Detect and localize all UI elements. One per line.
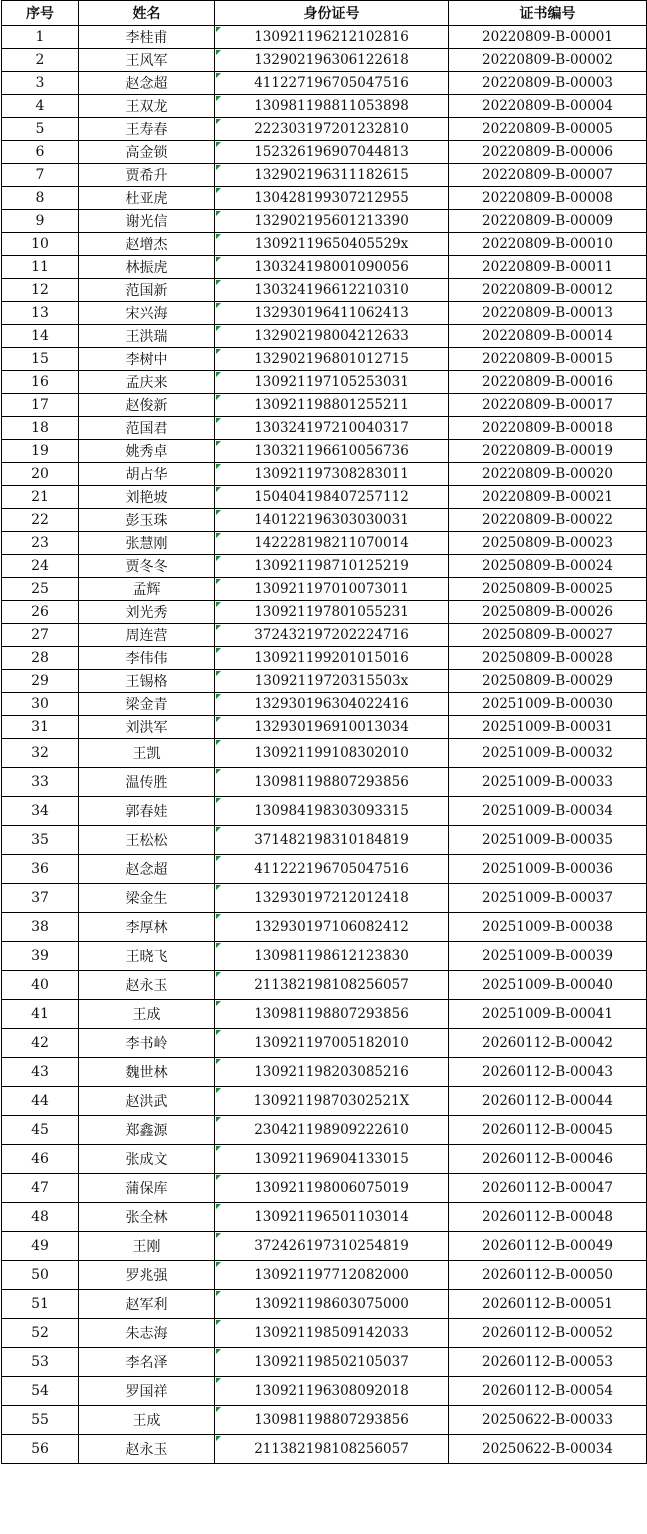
cell-id-number: 130921198509142033	[215, 1319, 449, 1348]
cell-certificate-number: 20251009-B-00036	[449, 855, 647, 884]
cell-certificate-number: 20220809-B-00006	[449, 141, 647, 164]
cell-certificate-number: 20220809-B-00004	[449, 95, 647, 118]
cell-id-number: 130981198811053898	[215, 95, 449, 118]
cell-index: 42	[2, 1029, 79, 1058]
cell-id-number: 130921197801055231	[215, 601, 449, 624]
cell-name: 赵永玉	[79, 971, 215, 1000]
cell-name: 李伟伟	[79, 647, 215, 670]
cell-index: 3	[2, 72, 79, 95]
table-row	[2, 164, 647, 187]
header-row	[2, 1, 647, 26]
cell-id-number: 130921198006075019	[215, 1174, 449, 1203]
table-row	[2, 417, 647, 440]
cell-id-number: 13092119870302521X	[215, 1087, 449, 1116]
cell-index: 17	[2, 394, 79, 417]
cell-certificate-number: 20260112-B-00047	[449, 1174, 647, 1203]
table-row	[2, 693, 647, 716]
cell-id-number: 230421198909222610	[215, 1116, 449, 1145]
cell-id-number: 132930196411062413	[215, 302, 449, 325]
table-row	[2, 826, 647, 855]
cell-id-number: 130981198807293856	[215, 1000, 449, 1029]
cell-certificate-number: 20220809-B-00003	[449, 72, 647, 95]
cell-name: 高金锁	[79, 141, 215, 164]
cell-index: 8	[2, 187, 79, 210]
cell-certificate-number: 20260112-B-00054	[449, 1377, 647, 1406]
table-row	[2, 555, 647, 578]
table-row	[2, 1145, 647, 1174]
cell-id-number: 211382198108256057	[215, 1435, 449, 1464]
cell-name: 罗国祥	[79, 1377, 215, 1406]
cell-certificate-number: 20220809-B-00013	[449, 302, 647, 325]
cell-name: 王成	[79, 1406, 215, 1435]
table-row	[2, 95, 647, 118]
cell-id-number: 130984198303093315	[215, 797, 449, 826]
cell-id-number: 132930196910013034	[215, 716, 449, 739]
cell-certificate-number: 20260112-B-00053	[449, 1348, 647, 1377]
cell-id-number: 130921198801255211	[215, 394, 449, 417]
cell-index: 51	[2, 1290, 79, 1319]
cell-id-number: 132930196304022416	[215, 693, 449, 716]
cell-name: 谢光信	[79, 210, 215, 233]
table-row	[2, 440, 647, 463]
cell-name: 赵念超	[79, 855, 215, 884]
table-row	[2, 141, 647, 164]
cell-certificate-number: 20260112-B-00049	[449, 1232, 647, 1261]
cell-index: 43	[2, 1058, 79, 1087]
cell-id-number: 142228198211070014	[215, 532, 449, 555]
cell-certificate-number: 20250809-B-00024	[449, 555, 647, 578]
table-body	[2, 26, 647, 1464]
cell-name: 宋兴海	[79, 302, 215, 325]
cell-id-number: 130324196612210310	[215, 279, 449, 302]
table-row	[2, 118, 647, 141]
cell-name: 贾希升	[79, 164, 215, 187]
cell-index: 29	[2, 670, 79, 693]
table-row	[2, 855, 647, 884]
cell-name: 张全林	[79, 1203, 215, 1232]
cell-certificate-number: 20220809-B-00005	[449, 118, 647, 141]
cell-index: 15	[2, 348, 79, 371]
cell-index: 18	[2, 417, 79, 440]
cell-name: 王晓飞	[79, 942, 215, 971]
cell-name: 李树中	[79, 348, 215, 371]
cell-index: 31	[2, 716, 79, 739]
table-row	[2, 1435, 647, 1464]
cell-certificate-number: 20220809-B-00007	[449, 164, 647, 187]
cell-name: 李厚林	[79, 913, 215, 942]
cell-index: 32	[2, 739, 79, 768]
cell-id-number: 130921198603075000	[215, 1290, 449, 1319]
cell-id-number: 130981198612123830	[215, 942, 449, 971]
table-row	[2, 1232, 647, 1261]
cell-id-number: 130921199108302010	[215, 739, 449, 768]
cell-name: 罗兆强	[79, 1261, 215, 1290]
cell-index: 20	[2, 463, 79, 486]
table-row	[2, 49, 647, 72]
cell-index: 39	[2, 942, 79, 971]
cell-index: 2	[2, 49, 79, 72]
table-row	[2, 601, 647, 624]
table-row	[2, 1261, 647, 1290]
cell-name: 赵增杰	[79, 233, 215, 256]
cell-id-number: 130921197712082000	[215, 1261, 449, 1290]
cell-index: 53	[2, 1348, 79, 1377]
table-row	[2, 624, 647, 647]
cell-id-number: 411222196705047516	[215, 855, 449, 884]
cell-index: 30	[2, 693, 79, 716]
table-row	[2, 1087, 647, 1116]
cell-index: 40	[2, 971, 79, 1000]
cell-certificate-number: 20251009-B-00030	[449, 693, 647, 716]
cell-index: 26	[2, 601, 79, 624]
table-row	[2, 233, 647, 256]
table-row	[2, 279, 647, 302]
cell-name: 梁金青	[79, 693, 215, 716]
cell-index: 48	[2, 1203, 79, 1232]
cell-id-number: 132902196306122618	[215, 49, 449, 72]
table-row	[2, 797, 647, 826]
cell-name: 贾冬冬	[79, 555, 215, 578]
cell-index: 46	[2, 1145, 79, 1174]
header-index: 序号	[2, 1, 79, 26]
cell-certificate-number: 20250809-B-00023	[449, 532, 647, 555]
table-row	[2, 913, 647, 942]
cell-index: 27	[2, 624, 79, 647]
cell-name: 刘光秀	[79, 601, 215, 624]
cell-certificate-number: 20250622-B-00033	[449, 1406, 647, 1435]
cell-name: 王双龙	[79, 95, 215, 118]
table-row	[2, 1348, 647, 1377]
cell-index: 1	[2, 26, 79, 49]
cell-index: 16	[2, 371, 79, 394]
cell-id-number: 130921197105253031	[215, 371, 449, 394]
table-row	[2, 647, 647, 670]
table-row	[2, 1029, 647, 1058]
table-row	[2, 463, 647, 486]
cell-id-number: 130921198203085216	[215, 1058, 449, 1087]
cell-id-number: 13092119650405529x	[215, 233, 449, 256]
cell-index: 11	[2, 256, 79, 279]
cell-id-number: 132902198004212633	[215, 325, 449, 348]
cell-certificate-number: 20250809-B-00026	[449, 601, 647, 624]
cell-id-number: 132930197212012418	[215, 884, 449, 913]
table-row	[2, 768, 647, 797]
cell-certificate-number: 20260112-B-00044	[449, 1087, 647, 1116]
cell-id-number: 130921198502105037	[215, 1348, 449, 1377]
cell-index: 22	[2, 509, 79, 532]
cell-name: 李名泽	[79, 1348, 215, 1377]
cell-name: 张成文	[79, 1145, 215, 1174]
cell-id-number: 150404198407257112	[215, 486, 449, 509]
table-row	[2, 1319, 647, 1348]
cell-index: 56	[2, 1435, 79, 1464]
cell-name: 赵永玉	[79, 1435, 215, 1464]
cell-id-number: 130324198001090056	[215, 256, 449, 279]
table-row	[2, 1290, 647, 1319]
cell-index: 6	[2, 141, 79, 164]
cell-id-number: 411227196705047516	[215, 72, 449, 95]
cell-index: 23	[2, 532, 79, 555]
cell-index: 38	[2, 913, 79, 942]
cell-index: 49	[2, 1232, 79, 1261]
cell-name: 范国君	[79, 417, 215, 440]
table-row	[2, 371, 647, 394]
table-row	[2, 256, 647, 279]
cell-name: 刘洪军	[79, 716, 215, 739]
cell-name: 林振虎	[79, 256, 215, 279]
cell-index: 12	[2, 279, 79, 302]
table-row	[2, 739, 647, 768]
cell-index: 33	[2, 768, 79, 797]
table-row	[2, 1406, 647, 1435]
cell-certificate-number: 20220809-B-00020	[449, 463, 647, 486]
cell-index: 19	[2, 440, 79, 463]
cell-index: 41	[2, 1000, 79, 1029]
cell-certificate-number: 20220809-B-00021	[449, 486, 647, 509]
cell-name: 李桂甫	[79, 26, 215, 49]
table-row	[2, 971, 647, 1000]
cell-id-number: 130324197210040317	[215, 417, 449, 440]
cell-index: 13	[2, 302, 79, 325]
cell-certificate-number: 20220809-B-00014	[449, 325, 647, 348]
cell-certificate-number: 20220809-B-00018	[449, 417, 647, 440]
table-row	[2, 302, 647, 325]
header-name: 姓名	[79, 1, 215, 26]
table-row	[2, 578, 647, 601]
table-row	[2, 1203, 647, 1232]
table-row	[2, 1116, 647, 1145]
cell-index: 52	[2, 1319, 79, 1348]
header-certificate-number: 证书编号	[449, 1, 647, 26]
table-row	[2, 670, 647, 693]
table-row	[2, 532, 647, 555]
cell-certificate-number: 20250809-B-00029	[449, 670, 647, 693]
cell-certificate-number: 20260112-B-00043	[449, 1058, 647, 1087]
table-row	[2, 72, 647, 95]
cell-name: 魏世林	[79, 1058, 215, 1087]
cell-certificate-number: 20220809-B-00011	[449, 256, 647, 279]
cell-certificate-number: 20250622-B-00034	[449, 1435, 647, 1464]
cell-id-number: 132902196311182615	[215, 164, 449, 187]
table-row	[2, 716, 647, 739]
cell-id-number: 140122196303030031	[215, 509, 449, 532]
cell-certificate-number: 20260112-B-00050	[449, 1261, 647, 1290]
cell-index: 4	[2, 95, 79, 118]
cell-certificate-number: 20220809-B-00015	[449, 348, 647, 371]
cell-name: 王松松	[79, 826, 215, 855]
cell-name: 孟辉	[79, 578, 215, 601]
cell-name: 赵俊新	[79, 394, 215, 417]
cell-certificate-number: 20251009-B-00037	[449, 884, 647, 913]
cell-certificate-number: 20251009-B-00039	[449, 942, 647, 971]
cell-id-number: 130428199307212955	[215, 187, 449, 210]
cell-index: 34	[2, 797, 79, 826]
cell-id-number: 130921196501103014	[215, 1203, 449, 1232]
cell-id-number: 130921197308283011	[215, 463, 449, 486]
cell-certificate-number: 20251009-B-00041	[449, 1000, 647, 1029]
cell-name: 王锡格	[79, 670, 215, 693]
table-row	[2, 348, 647, 371]
table-row	[2, 187, 647, 210]
cell-id-number: 130981198807293856	[215, 768, 449, 797]
cell-certificate-number: 20220809-B-00022	[449, 509, 647, 532]
table-row	[2, 26, 647, 49]
table-row	[2, 509, 647, 532]
cell-certificate-number: 20251009-B-00032	[449, 739, 647, 768]
cell-name: 王刚	[79, 1232, 215, 1261]
cell-name: 赵念超	[79, 72, 215, 95]
table-row	[2, 1058, 647, 1087]
cell-certificate-number: 20220809-B-00009	[449, 210, 647, 233]
cell-name: 郭春娃	[79, 797, 215, 826]
cell-certificate-number: 20251009-B-00040	[449, 971, 647, 1000]
cell-name: 王凯	[79, 739, 215, 768]
cell-certificate-number: 20220809-B-00010	[449, 233, 647, 256]
header-id-number: 身份证号	[215, 1, 449, 26]
table-row	[2, 942, 647, 971]
cell-name: 朱志海	[79, 1319, 215, 1348]
cell-index: 25	[2, 578, 79, 601]
cell-id-number: 130981198807293856	[215, 1406, 449, 1435]
cell-certificate-number: 20250809-B-00027	[449, 624, 647, 647]
cell-certificate-number: 20260112-B-00045	[449, 1116, 647, 1145]
cell-certificate-number: 20251009-B-00038	[449, 913, 647, 942]
cell-index: 10	[2, 233, 79, 256]
cell-name: 范国新	[79, 279, 215, 302]
cell-id-number: 130921197010073011	[215, 578, 449, 601]
cell-name: 赵洪武	[79, 1087, 215, 1116]
cell-certificate-number: 20220809-B-00016	[449, 371, 647, 394]
cell-id-number: 132930197106082412	[215, 913, 449, 942]
certificate-table	[1, 0, 647, 1464]
cell-name: 蒲保库	[79, 1174, 215, 1203]
cell-name: 王寿春	[79, 118, 215, 141]
cell-certificate-number: 20250809-B-00028	[449, 647, 647, 670]
cell-id-number: 130921196904133015	[215, 1145, 449, 1174]
cell-index: 9	[2, 210, 79, 233]
cell-name: 郑鑫源	[79, 1116, 215, 1145]
cell-name: 彭玉珠	[79, 509, 215, 532]
cell-name: 王成	[79, 1000, 215, 1029]
cell-id-number: 132902196801012715	[215, 348, 449, 371]
cell-id-number: 130921199201015016	[215, 647, 449, 670]
cell-certificate-number: 20220809-B-00017	[449, 394, 647, 417]
cell-name: 周连营	[79, 624, 215, 647]
cell-index: 24	[2, 555, 79, 578]
cell-certificate-number: 20260112-B-00052	[449, 1319, 647, 1348]
cell-name: 姚秀卓	[79, 440, 215, 463]
cell-name: 王风军	[79, 49, 215, 72]
cell-index: 14	[2, 325, 79, 348]
cell-certificate-number: 20251009-B-00031	[449, 716, 647, 739]
table-row	[2, 1000, 647, 1029]
cell-index: 21	[2, 486, 79, 509]
cell-id-number: 130921198710125219	[215, 555, 449, 578]
cell-name: 杜亚虎	[79, 187, 215, 210]
cell-id-number: 13092119720315503x	[215, 670, 449, 693]
table-row	[2, 486, 647, 509]
cell-name: 刘艳坡	[79, 486, 215, 509]
cell-id-number: 372432197202224716	[215, 624, 449, 647]
cell-name: 李书岭	[79, 1029, 215, 1058]
cell-certificate-number: 20220809-B-00001	[449, 26, 647, 49]
cell-id-number: 211382198108256057	[215, 971, 449, 1000]
cell-index: 44	[2, 1087, 79, 1116]
cell-certificate-number: 20260112-B-00051	[449, 1290, 647, 1319]
cell-index: 5	[2, 118, 79, 141]
cell-id-number: 371482198310184819	[215, 826, 449, 855]
cell-name: 张慧刚	[79, 532, 215, 555]
cell-certificate-number: 20220809-B-00019	[449, 440, 647, 463]
cell-id-number: 130921196212102816	[215, 26, 449, 49]
cell-certificate-number: 20220809-B-00002	[449, 49, 647, 72]
cell-name: 赵军利	[79, 1290, 215, 1319]
cell-certificate-number: 20260112-B-00046	[449, 1145, 647, 1174]
cell-index: 45	[2, 1116, 79, 1145]
cell-certificate-number: 20260112-B-00042	[449, 1029, 647, 1058]
cell-name: 王洪瑞	[79, 325, 215, 348]
cell-certificate-number: 20220809-B-00012	[449, 279, 647, 302]
cell-id-number: 222303197201232810	[215, 118, 449, 141]
cell-name: 孟庆来	[79, 371, 215, 394]
cell-certificate-number: 20251009-B-00034	[449, 797, 647, 826]
cell-index: 37	[2, 884, 79, 913]
cell-name: 梁金生	[79, 884, 215, 913]
cell-name: 温传胜	[79, 768, 215, 797]
cell-id-number: 132902195601213390	[215, 210, 449, 233]
table-row	[2, 325, 647, 348]
cell-id-number: 130921196308092018	[215, 1377, 449, 1406]
cell-index: 50	[2, 1261, 79, 1290]
cell-index: 36	[2, 855, 79, 884]
cell-index: 55	[2, 1406, 79, 1435]
cell-certificate-number: 20250809-B-00025	[449, 578, 647, 601]
cell-certificate-number: 20260112-B-00048	[449, 1203, 647, 1232]
table-row	[2, 884, 647, 913]
cell-id-number: 372426197310254819	[215, 1232, 449, 1261]
cell-index: 47	[2, 1174, 79, 1203]
cell-index: 54	[2, 1377, 79, 1406]
cell-name: 胡占华	[79, 463, 215, 486]
cell-certificate-number: 20220809-B-00008	[449, 187, 647, 210]
cell-index: 35	[2, 826, 79, 855]
cell-id-number: 130921197005182010	[215, 1029, 449, 1058]
cell-certificate-number: 20251009-B-00035	[449, 826, 647, 855]
table-row	[2, 1174, 647, 1203]
cell-id-number: 152326196907044813	[215, 141, 449, 164]
cell-id-number: 130321196610056736	[215, 440, 449, 463]
cell-index: 7	[2, 164, 79, 187]
cell-certificate-number: 20251009-B-00033	[449, 768, 647, 797]
table-row	[2, 1377, 647, 1406]
cell-index: 28	[2, 647, 79, 670]
table-row	[2, 210, 647, 233]
table-row	[2, 394, 647, 417]
